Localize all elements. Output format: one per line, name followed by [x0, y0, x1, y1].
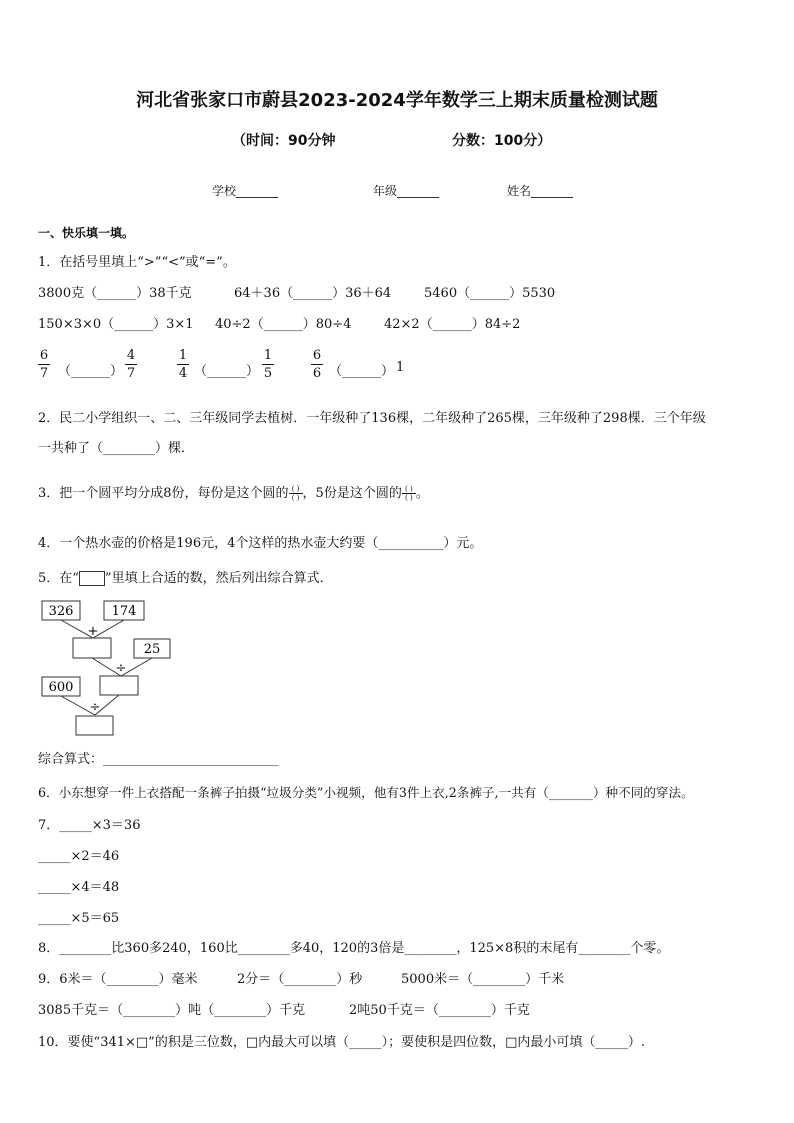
diagram-operator: ÷ [89, 700, 101, 715]
q3-line: 3．把一个圆平均分成8份，每份是这个圆的 ( ) ( ) ，5份是这个圆的 ( ) ( ) 。 [38, 485, 429, 502]
q9-item: 5000米＝（________）千米 [401, 972, 565, 987]
q7-line: _____×5＝65 [38, 911, 120, 926]
name-field: 姓名_______ [507, 184, 574, 198]
q1-item: 40÷2（______）80÷4 [215, 317, 352, 332]
q1-value: 1 [396, 360, 405, 375]
q1-blank: （______） [58, 364, 124, 379]
diagram-number: 25 [143, 642, 161, 657]
score-label: 分数：100分） [452, 133, 552, 149]
fraction: 6 6 [312, 348, 322, 381]
q1-blank: （______） [329, 364, 395, 379]
fraction: 4 7 [126, 348, 136, 381]
diagram-number: 326 [48, 604, 74, 619]
q1-item: 150×3×0（______）3×1 [38, 317, 194, 332]
fraction: 1 4 [178, 348, 188, 381]
q10-line: 10．要使“341×□”的积是三位数，□内最大可以填（_____）；要使积是四位数，□内最小可填（_____）. [38, 1035, 646, 1050]
q2-line: 2．民二小学组织一、二、三年级同学去植树．一年级种了136棵，二年级种了265棵，三年级种了298棵．三个年级 [38, 411, 706, 426]
fraction: 1 5 [263, 348, 273, 381]
diagram-operator: + [87, 624, 99, 639]
q1-item: 42×2（______）84÷2 [384, 317, 521, 332]
q1-item: 5460（______）5530 [424, 286, 556, 301]
q4-line: 4．一个热水壶的价格是196元，4个这样的热水壶大约要（__________）元。 [38, 536, 483, 551]
q9-item: 3085千克＝（________）吨（________）千克 [38, 1003, 306, 1018]
blank-fraction: ( ) ( ) [402, 485, 416, 502]
q9-item: 9．6米＝（________）毫米 [38, 972, 198, 987]
q1-item: 3800克（______）38千克 [38, 286, 192, 301]
diagram-number: 600 [48, 680, 74, 695]
q5-answer: 综合算式：___________________________ [38, 752, 279, 767]
q7-line: _____×4＝48 [38, 880, 120, 895]
grade-field: 年级_______ [373, 184, 440, 198]
page-title: 河北省张家口市蔚县2023-2024学年数学三上期末质量检测试题 [136, 90, 658, 111]
fraction: 6 7 [39, 348, 49, 381]
q1-item: 64＋36（______）36＋64 [234, 286, 392, 301]
q9-item: 2吨50千克＝（________）千克 [349, 1003, 530, 1018]
q5-line: 5．在“ ”里填上合适的数，然后列出综合算式． [38, 571, 333, 586]
q7-line: _____×2＝46 [38, 849, 120, 864]
calculation-diagram [38, 598, 183, 740]
q1-stem: 1．在括号里填上“>”“<”或“=”。 [38, 255, 236, 270]
blank-fraction: ( ) ( ) [289, 485, 303, 502]
time-label: （时间：90分钟 [232, 133, 336, 149]
diagram-number: 174 [111, 604, 137, 619]
q1-blank: （______） [194, 364, 260, 379]
q6-line: 6．小东想穿一件上衣搭配一条裤子拍摄“垃圾分类”小视频，他有3件上衣,2条裤子,一共有（_______）种不同的穿法。 [38, 785, 694, 800]
q2-line: 一共种了（________）棵． [38, 441, 195, 456]
q9-item: 2分＝（________）秒 [237, 972, 363, 987]
diagram-operator: ÷ [115, 661, 127, 676]
q7-line: 7．_____×3＝36 [38, 818, 141, 833]
school-field: 学校_______ [212, 184, 279, 198]
q8-line: 8．________比360多240，160比________多40，120的3倍是________，125×8积的末尾有________个零。 [38, 941, 670, 956]
blank-box [79, 571, 105, 586]
section-heading: 一、快乐填一填。 [38, 226, 135, 240]
